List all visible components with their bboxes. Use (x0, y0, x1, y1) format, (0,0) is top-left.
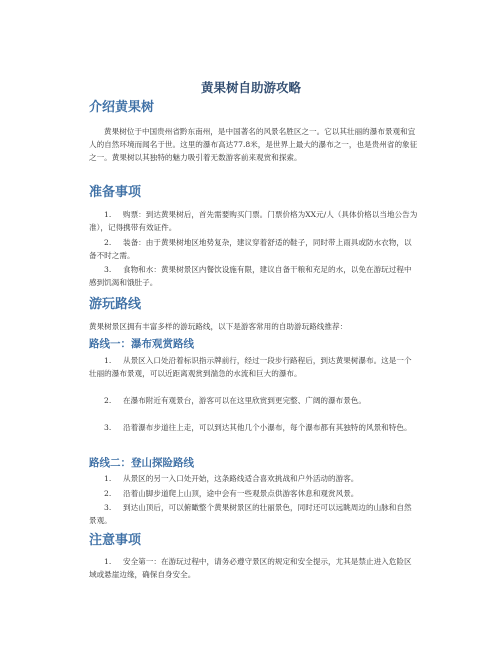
item-number: 2. (104, 489, 112, 498)
item-text: 从景区的另一入口处开始，这条路线适合喜欢挑战和户外活动的游客。 (123, 474, 359, 483)
list-item (89, 394, 419, 407)
item-number: 3. (104, 503, 112, 512)
heading-intro: 介绍黄果树 (89, 100, 155, 115)
item-number: 1. (104, 474, 112, 483)
list-item (89, 236, 419, 262)
item-text: 沿着山脚步道爬上山顶，途中会有一些观景点供游客休息和观赏风景。 (123, 489, 359, 498)
intro-paragraph: 黄果树位于中国贵州省黔东南州，是中国著名的风景名胜区之一。它以其壮丽的瀑布景观和宜人的自然环境而闻名于世。这里的瀑布高达77.8米，是世界上最大的瀑布之一，也是贵州省的象征之一。黄果树以其独特的魅力吸引着无数游客前来观赏和探索。 (89, 127, 418, 163)
list-item (89, 555, 419, 581)
list-item (89, 487, 419, 500)
item-number: 2. (104, 238, 112, 247)
item-text: 装备：由于黄果树地区地势复杂，建议穿着舒适的鞋子，同时带上雨具或防水衣物，以备不时之需。 (89, 238, 412, 261)
item-number: 1. (104, 557, 112, 566)
item-number: 3. (104, 265, 112, 274)
item-number: 2. (104, 396, 112, 405)
heading-prep: 准备事项 (89, 185, 142, 200)
heading-notes: 注意事项 (89, 533, 142, 548)
item-number: 1. (104, 356, 112, 365)
item-text: 从景区入口处沿着标识指示牌前行，经过一段步行路程后，到达黄果树瀑布。这是一个壮丽的瀑布景观，可以近距离观赏到湍急的水流和巨大的瀑布。 (89, 356, 412, 379)
item-text: 安全第一：在游玩过程中，请务必遵守景区的规定和安全提示，尤其是禁止进入危险区域或悬崖边缘，确保自身安全。 (89, 557, 412, 580)
item-text: 购票：到达黄果树后，首先需要购买门票。门票价格为XX元/人（具体价格以当地公告为准），记得携带有效证件。 (89, 210, 418, 233)
list-item (89, 421, 419, 434)
list-item (89, 472, 419, 485)
item-text: 在瀑布附近有观景台，游客可以在这里欣赏到更完整、广阔的瀑布景色。 (123, 396, 366, 405)
page-title: 黄果树自助游攻略 (200, 80, 301, 95)
list-item (89, 208, 419, 234)
item-number: 3. (104, 423, 112, 432)
list-item (89, 263, 419, 289)
heading-route-2: 路线二：登山探险路线 (89, 457, 194, 469)
heading-route-1: 路线一：瀑布观赏路线 (89, 338, 194, 350)
item-text: 沿着瀑布步道往上走，可以到达其他几个小瀑布，每个瀑布都有其独特的风景和特色。 (123, 423, 412, 432)
heading-routes: 游玩路线 (89, 297, 142, 312)
list-item (89, 501, 419, 527)
list-item (89, 354, 419, 380)
item-number: 1. (104, 210, 112, 219)
routes-intro: 黄果树景区拥有丰富多样的游玩路线，以下是游客常用的自助游玩路线推荐： (89, 322, 348, 331)
item-text: 食物和水：黄果树景区内餐饮设施有限，建议自备干粮和充足的水，以免在游玩过程中感到饥渴和饿肚子。 (89, 265, 412, 288)
item-text: 到达山顶后，可以俯瞰整个黄果树景区的壮丽景色，同时还可以远眺周边的山脉和自然景观。 (89, 503, 412, 526)
